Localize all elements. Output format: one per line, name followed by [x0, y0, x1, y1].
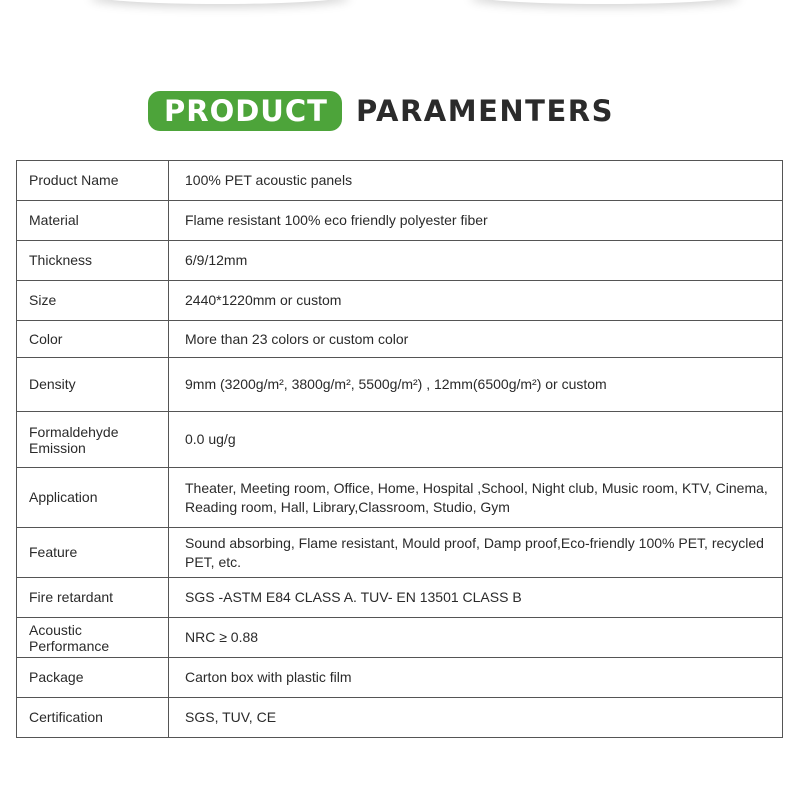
table-row — [17, 281, 783, 321]
row-value: NRC ≥ 0.88 — [169, 618, 783, 658]
table-row — [17, 528, 783, 578]
row-label: Size — [17, 281, 169, 321]
table-row — [17, 618, 783, 658]
table-row — [17, 201, 783, 241]
row-value: Sound absorbing, Flame resistant, Mould proof, Damp proof,Eco-friendly 100% PET, recycled PET, etc. — [169, 528, 783, 578]
table-row — [17, 241, 783, 281]
table-row — [17, 658, 783, 698]
row-label: Density — [17, 358, 169, 412]
table-row — [17, 698, 783, 738]
table-row — [17, 578, 783, 618]
row-value: 0.0 ug/g — [169, 412, 783, 468]
table-row — [17, 161, 783, 201]
row-label: Formaldehyde Emission — [17, 412, 169, 468]
row-label: Material — [17, 201, 169, 241]
top-decoration-left — [90, 0, 350, 4]
row-label: Certification — [17, 698, 169, 738]
product-parameters-table — [16, 160, 783, 738]
row-label: Product Name — [17, 161, 169, 201]
heading-title: PARAMENTERS — [355, 94, 614, 128]
row-label: Color — [17, 321, 169, 358]
row-value: SGS, TUV, CE — [169, 698, 783, 738]
row-value: More than 23 colors or custom color — [169, 321, 783, 358]
row-value: 100% PET acoustic panels — [169, 161, 783, 201]
table-row — [17, 358, 783, 412]
row-label: Feature — [17, 528, 169, 578]
table-row — [17, 468, 783, 528]
row-value: Carton box with plastic film — [169, 658, 783, 698]
row-value: SGS -ASTM E84 CLASS A. TUV- EN 13501 CLASS B — [169, 578, 783, 618]
heading-highlight-badge: PRODUCT — [148, 91, 342, 131]
row-value: 2440*1220mm or custom — [169, 281, 783, 321]
row-label: Package — [17, 658, 169, 698]
top-decoration-right — [470, 0, 740, 4]
section-heading — [148, 91, 614, 131]
row-label: Fire retardant — [17, 578, 169, 618]
table-row — [17, 321, 783, 358]
row-label: Acoustic Performance — [17, 618, 169, 658]
table-row — [17, 412, 783, 468]
row-value: Flame resistant 100% eco friendly polyester fiber — [169, 201, 783, 241]
row-value: Theater, Meeting room, Office, Home, Hospital ,School, Night club, Music room, KTV, Cinema, Reading room, Hall, Library,Classroom, Studio, Gym — [169, 468, 783, 528]
row-label: Thickness — [17, 241, 169, 281]
row-value: 6/9/12mm — [169, 241, 783, 281]
row-label: Application — [17, 468, 169, 528]
row-value: 9mm (3200g/m², 3800g/m², 5500g/m²) , 12mm(6500g/m²) or custom — [169, 358, 783, 412]
